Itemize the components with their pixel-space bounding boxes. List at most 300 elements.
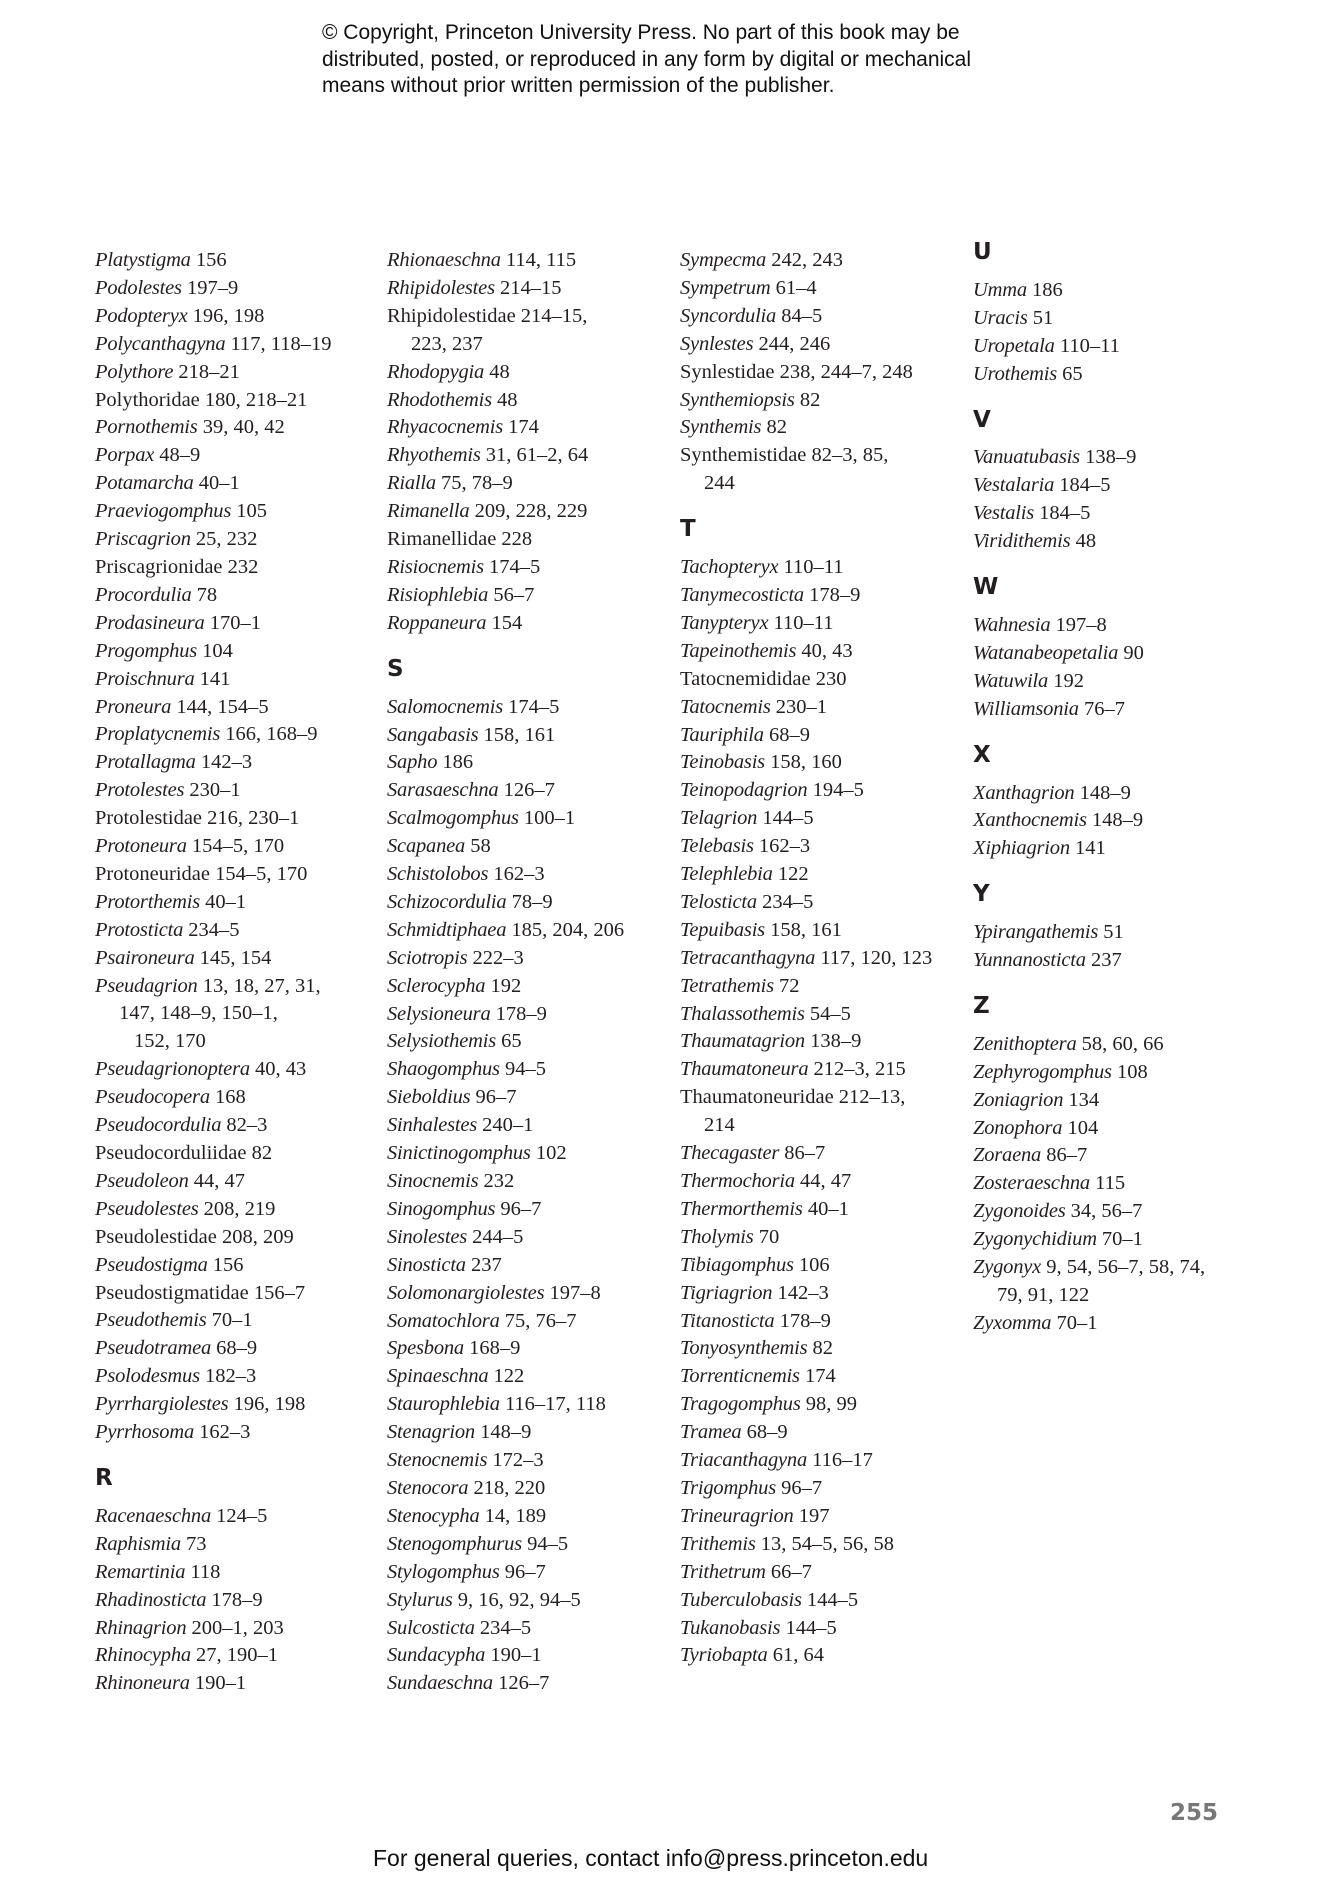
entry-pages: 244–5 [467, 1225, 524, 1248]
index-entry [387, 805, 667, 833]
entry-pages: 174 [799, 1365, 836, 1388]
entry-pages: 162–3 [488, 863, 545, 886]
index-entry [387, 414, 667, 442]
index-entry [95, 1531, 375, 1559]
entry-name: Podopteryx [95, 304, 188, 327]
index-entry [973, 1198, 1253, 1226]
entry-pages: 117, 118–19 [225, 332, 332, 355]
entry-name: Priscagrion [95, 528, 191, 551]
entry-pages: 70–1 [1051, 1311, 1098, 1334]
entry-pages: 9, 54, 56–7, 58, 74, [1041, 1256, 1206, 1279]
entry-text: Synlestidae 238, 244–7, 248 [680, 360, 913, 383]
entry-name: Thecagaster [680, 1142, 780, 1165]
entry-name: Trithemis [680, 1532, 756, 1555]
entry-pages: 14, 189 [479, 1504, 547, 1527]
entry-name: Schmidtiphaea [387, 918, 507, 941]
entry-pages: 110–11 [1054, 334, 1120, 357]
entry-name: Synthemiopsis [680, 388, 795, 411]
entry-name: Yunnanosticta [973, 949, 1086, 972]
entry-name: Praeviogomphus [95, 500, 232, 523]
entry-name: Thermorthemis [680, 1197, 803, 1220]
entry-pages: 158, 161 [764, 918, 842, 941]
index-entry [387, 554, 667, 582]
entry-name: Stylurus [387, 1588, 453, 1611]
entry-name: Spinaeschna [387, 1365, 489, 1388]
index-entry [387, 1475, 667, 1503]
entry-pages: 96–7 [775, 1476, 823, 1499]
index-entry [387, 1112, 667, 1140]
index-entry [387, 387, 667, 415]
entry-name: Scapanea [387, 835, 466, 858]
index-entry [680, 1363, 960, 1391]
entry-name: Pseudothemis [95, 1309, 207, 1332]
entry-text: Thaumatoneuridae 212–13, [680, 1086, 906, 1109]
index-entry [387, 973, 667, 1001]
index-entry [95, 945, 375, 973]
entry-name: Proneura [95, 695, 172, 718]
index-entry [680, 554, 960, 582]
entry-name: Rhinagrion [95, 1616, 187, 1639]
entry-pages: 145, 154 [194, 946, 272, 969]
index-entry [387, 1335, 667, 1363]
index-entry [387, 526, 667, 554]
entry-pages: 218, 220 [468, 1476, 546, 1499]
index-entry [95, 554, 375, 582]
entry-pages: 106 [793, 1253, 830, 1276]
entry-pages: 141 [1069, 837, 1106, 860]
index-entry [973, 305, 1253, 333]
entry-name: Zonophora [973, 1116, 1063, 1139]
entry-name: Sundacypha [387, 1644, 486, 1667]
index-entry [95, 1307, 375, 1335]
entry-pages: 73 [180, 1532, 207, 1555]
index-entry [95, 331, 375, 359]
index-entry [973, 1087, 1253, 1115]
entry-pages: 13, 54–5, 56, 58 [755, 1532, 895, 1555]
entry-name: Xiphiagrion [973, 837, 1070, 860]
entry-name: Pseudotramea [95, 1337, 212, 1360]
entry-continuation: 152, 170 [134, 1030, 206, 1053]
index-entry [680, 442, 960, 470]
index-entry [387, 1308, 667, 1336]
entry-name: Sinolestes [387, 1225, 467, 1248]
entry-name: Thalassothemis [680, 1002, 805, 1025]
entry-pages: 230–1 [184, 779, 241, 802]
entry-name: Pseudagrion [95, 974, 198, 997]
index-entry [95, 1559, 375, 1587]
entry-name: Watanabeopetalia [973, 641, 1119, 664]
entry-name: Roppaneura [387, 611, 487, 634]
entry-pages: 110–11 [778, 556, 844, 579]
entry-pages: 168 [209, 1086, 246, 1109]
entry-pages: 141 [194, 667, 231, 690]
entry-name: Rhodopygia [387, 360, 485, 383]
entry-pages: 237 [1085, 949, 1122, 972]
entry-pages: 196, 198 [228, 1393, 306, 1416]
entry-name: Zygonyx [973, 1256, 1042, 1279]
entry-name: Uracis [973, 306, 1028, 329]
index-entry [95, 1084, 375, 1112]
entry-name: Teinobasis [680, 751, 765, 774]
entry-pages: 75, 78–9 [435, 472, 513, 495]
entry-name: Selysiothemis [387, 1030, 496, 1053]
index-entry [973, 780, 1253, 808]
entry-name: Titanosticta [680, 1309, 775, 1332]
section-heading: Y [973, 881, 990, 908]
entry-pages: 25, 232 [190, 528, 258, 551]
entry-pages: 44, 47 [188, 1169, 246, 1192]
entry-pages: 44, 47 [794, 1170, 852, 1192]
entry-name: Tanymecosticta [680, 583, 804, 606]
index-entry [95, 303, 375, 331]
entry-name: Tyriobapta [680, 1644, 768, 1667]
entry-pages: 98, 99 [800, 1393, 858, 1416]
index-entry [680, 1028, 960, 1056]
index-entry [95, 721, 375, 749]
entry-name: Tuberculobasis [680, 1588, 802, 1611]
entry-pages: 209, 228, 229 [469, 500, 588, 523]
entry-name: Sclerocypha [387, 974, 486, 997]
index-entry [973, 500, 1253, 528]
entry-pages: 144–5 [757, 807, 814, 830]
entry-name: Tholymis [680, 1225, 754, 1248]
entry-name: Zoniagrion [973, 1088, 1064, 1111]
index-entry [973, 612, 1253, 640]
entry-name: Viridithemis [973, 530, 1071, 553]
entry-pages: 27, 190–1 [190, 1644, 279, 1667]
index-entry [387, 498, 667, 526]
entry-name: Tetracanthagyna [680, 946, 816, 969]
index-entry [387, 275, 667, 303]
index-entry [95, 1112, 375, 1140]
entry-name: Rhionaeschna [387, 249, 501, 271]
entry-name: Watuwila [973, 669, 1049, 692]
index-entry [387, 442, 667, 470]
section-heading: R [95, 1464, 113, 1491]
entry-pages: 78 [191, 583, 218, 606]
index-entry [680, 749, 960, 777]
entry-pages: 234–5 [474, 1616, 532, 1639]
entry-name: Protolestes [95, 779, 185, 802]
entry-pages: 144–5 [801, 1588, 859, 1611]
entry-name: Racenaeschna [95, 1504, 211, 1527]
index-entry [387, 777, 667, 805]
entry-name: Rhodothemis [387, 388, 492, 411]
entry-pages: 184–5 [1034, 502, 1091, 525]
entry-name: Sinogomphus [387, 1197, 496, 1220]
entry-name: Sinictinogomphus [387, 1142, 531, 1165]
entry-pages: 48 [484, 360, 510, 383]
entry-name: Synlestes [680, 332, 754, 355]
index-entry [680, 917, 960, 945]
index-entry [95, 275, 375, 303]
entry-continuation: 244 [704, 472, 735, 495]
entry-name: Ypirangathemis [973, 921, 1099, 944]
index-entry [387, 694, 667, 722]
index-entry [973, 277, 1253, 305]
index-entry [973, 1282, 1253, 1310]
index-entry [680, 359, 960, 387]
entry-pages: 96–7 [499, 1560, 546, 1583]
entry-pages: 39, 40, 42 [197, 416, 285, 439]
index-entry [387, 1280, 667, 1308]
entry-pages: 178–9 [803, 583, 861, 606]
entry-name: Zygonoides [973, 1200, 1066, 1223]
entry-pages: 174 [503, 416, 539, 439]
entry-name: Pseudostigma [95, 1253, 208, 1276]
entry-pages: 184–5 [1054, 474, 1111, 497]
index-entry [973, 1170, 1253, 1198]
index-entry [95, 1168, 375, 1196]
entry-name: Thermochoria [680, 1170, 795, 1192]
index-entry [680, 973, 960, 1001]
entry-pages: 126–7 [498, 779, 555, 802]
index-entry [680, 1196, 960, 1224]
index-entry [95, 1252, 375, 1280]
entry-pages: 82–3 [221, 1114, 268, 1137]
copyright-line: distributed, posted, or reproduced in any form by digital or mechanical [322, 47, 972, 71]
entry-pages: 190–1 [189, 1672, 247, 1695]
index-entry [973, 1031, 1253, 1059]
entry-pages: 166, 168–9 [220, 723, 318, 746]
entry-pages: 9, 16, 92, 94–5 [452, 1588, 581, 1611]
index-entry [680, 1112, 960, 1140]
entry-text: Protolestidae 216, 230–1 [95, 807, 300, 830]
entry-name: Stenocnemis [387, 1449, 488, 1472]
index-entry [95, 442, 375, 470]
entry-name: Trineuragrion [680, 1504, 794, 1527]
entry-name: Sulcosticta [387, 1616, 475, 1639]
index-entry [680, 1559, 960, 1587]
entry-name: Rhyothemis [387, 444, 481, 467]
entry-name: Procordulia [95, 583, 192, 606]
index-entry [680, 1140, 960, 1168]
index-entry [680, 414, 960, 442]
index-entry [387, 1084, 667, 1112]
index-entry [95, 1587, 375, 1615]
entry-name: Platystigma [95, 249, 191, 271]
entry-pages: 126–7 [492, 1672, 550, 1695]
index-entry [680, 247, 960, 275]
entry-pages: 68–9 [741, 1421, 788, 1444]
entry-pages: 82 [807, 1337, 834, 1360]
copyright-notice [322, 20, 1042, 100]
entry-name: Schistolobos [387, 863, 489, 886]
entry-pages: 174–5 [503, 695, 560, 718]
entry-pages: 234–5 [183, 918, 240, 941]
entry-pages: 58, 60, 66 [1076, 1032, 1164, 1055]
entry-name: Xanthagrion [973, 781, 1075, 804]
entry-name: Pseudocordulia [95, 1114, 222, 1137]
entry-name: Prodasineura [95, 611, 205, 634]
entry-pages: 116–17, 118 [499, 1393, 606, 1416]
entry-name: Tonyosynthemis [680, 1337, 808, 1360]
entry-pages: 170–1 [204, 611, 261, 634]
entry-name: Sympetrum [680, 276, 771, 299]
index-entry [680, 303, 960, 331]
entry-pages: 110–11 [768, 611, 834, 634]
entry-name: Trithetrum [680, 1560, 766, 1583]
entry-name: Protoneura [95, 835, 187, 858]
entry-pages: 144–5 [780, 1616, 837, 1639]
entry-pages: 65 [496, 1030, 522, 1053]
entry-name: Stenagrion [387, 1421, 475, 1444]
entry-pages: 148–9 [1086, 809, 1144, 832]
index-entry [387, 1670, 667, 1698]
entry-name: Stenocora [387, 1476, 469, 1499]
index-entry [95, 582, 375, 610]
entry-pages: 40–1 [193, 472, 240, 495]
entry-name: Risiocnemis [387, 555, 484, 578]
entry-name: Sangabasis [387, 723, 479, 746]
entry-pages: 196, 198 [187, 304, 265, 327]
entry-name: Solomonargiolestes [387, 1281, 545, 1304]
entry-name: Tragogomphus [680, 1393, 801, 1416]
index-entry [387, 889, 667, 917]
entry-name: Stenogomphurus [387, 1532, 523, 1555]
entry-pages: 56–7 [488, 583, 535, 606]
index-entry [387, 303, 667, 331]
entry-name: Zygonychidium [973, 1228, 1097, 1251]
entry-continuation: 214 [704, 1114, 735, 1137]
entry-pages: 68–9 [211, 1337, 258, 1360]
entry-name: Stenocypha [387, 1504, 480, 1527]
entry-pages: 244, 246 [753, 332, 831, 355]
entry-pages: 237 [465, 1253, 502, 1276]
index-entry [95, 1196, 375, 1224]
index-entry [680, 1615, 960, 1643]
entry-name: Torrenticnemis [680, 1365, 800, 1388]
index-entry [387, 1056, 667, 1084]
entry-name: Schizocordulia [387, 890, 507, 913]
section-heading: Z [973, 992, 990, 1019]
entry-name: Uropetala [973, 334, 1055, 357]
index-entry [387, 359, 667, 387]
entry-text: Protoneuridae 154–5, 170 [95, 862, 308, 885]
entry-name: Teinopodagrion [680, 779, 808, 802]
entry-pages: 185, 204, 206 [506, 918, 625, 941]
entry-pages: 190–1 [485, 1644, 542, 1667]
index-column-2 [387, 247, 667, 1698]
index-entry [387, 610, 667, 638]
entry-name: Zenithoptera [973, 1032, 1077, 1055]
entry-pages: 100–1 [518, 807, 576, 830]
entry-name: Telebasis [680, 835, 754, 858]
entry-pages: 118 [185, 1560, 221, 1583]
entry-pages: 105 [231, 500, 268, 523]
entry-name: Tibiagomphus [680, 1253, 794, 1276]
entry-name: Tramea [680, 1421, 742, 1444]
entry-pages: 148–9 [1074, 781, 1131, 804]
entry-name: Tepuibasis [680, 918, 765, 941]
entry-pages: 115 [1089, 1172, 1126, 1195]
entry-pages: 31, 61–2, 64 [480, 444, 589, 467]
entry-name: Sinhalestes [387, 1114, 478, 1137]
entry-pages: 70–1 [206, 1309, 253, 1332]
index-entry [95, 1503, 375, 1531]
entry-pages: 186 [437, 751, 474, 774]
entry-pages: 65 [1057, 362, 1083, 385]
entry-name: Syncordulia [680, 304, 777, 327]
entry-pages: 197 [793, 1504, 830, 1527]
entry-pages: 40, 43 [249, 1058, 307, 1081]
entry-pages: 66–7 [765, 1560, 812, 1583]
index-entry [973, 1142, 1253, 1170]
entry-name: Porpax [95, 444, 155, 467]
index-entry [973, 472, 1253, 500]
entry-pages: 104 [1062, 1116, 1099, 1139]
entry-name: Rialla [387, 472, 436, 495]
entry-pages: 230–1 [770, 695, 828, 718]
entry-pages: 82 [761, 416, 787, 439]
index-column-1 [95, 247, 375, 1698]
entry-pages: 232 [478, 1170, 515, 1192]
entry-pages: 51 [1098, 921, 1124, 944]
entry-pages: 218–21 [173, 360, 240, 383]
index-column-4 [973, 239, 1253, 1338]
entry-name: Wahnesia [973, 613, 1051, 636]
index-entry [95, 666, 375, 694]
index-column-3 [680, 247, 960, 1670]
index-entry [680, 1447, 960, 1475]
entry-pages: 68–9 [763, 723, 810, 746]
index-entry [387, 749, 667, 777]
entry-name: Scalmogomphus [387, 807, 519, 830]
entry-pages: 194–5 [807, 779, 864, 802]
entry-name: Synthemis [680, 416, 762, 439]
entry-name: Vanuatubasis [973, 446, 1080, 469]
index-entry [973, 1254, 1253, 1282]
entry-pages: 122 [488, 1365, 525, 1388]
entry-name: Tanypteryx [680, 611, 769, 634]
entry-name: Urothemis [973, 362, 1057, 385]
entry-pages: 208, 219 [198, 1197, 276, 1220]
index-entry [680, 638, 960, 666]
index-entry [680, 777, 960, 805]
entry-pages: 40–1 [200, 890, 247, 913]
entry-name: Tetrathemis [680, 974, 774, 997]
entry-name: Protosticta [95, 918, 184, 941]
entry-pages: 48 [491, 388, 518, 411]
entry-pages: 72 [773, 974, 800, 997]
entry-pages: 172–3 [487, 1449, 544, 1472]
entry-pages: 70 [753, 1225, 780, 1248]
index-entry [680, 1335, 960, 1363]
entry-pages: 75, 76–7 [499, 1309, 577, 1332]
entry-pages: 76–7 [1078, 697, 1125, 720]
section-heading: T [680, 516, 696, 543]
entry-name: Rhinoneura [95, 1672, 190, 1695]
entry-pages: 116–17 [807, 1449, 873, 1472]
entry-name: Stylogomphus [387, 1560, 500, 1583]
entry-name: Protallagma [95, 751, 196, 774]
index-entry [680, 805, 960, 833]
entry-pages: 138–9 [1079, 446, 1137, 469]
index-entry [95, 749, 375, 777]
index-entry [387, 1503, 667, 1531]
index-entry [387, 1363, 667, 1391]
index-entry [973, 696, 1253, 724]
index-entry [95, 470, 375, 498]
entry-name: Thaumatagrion [680, 1030, 805, 1053]
index-entry [680, 1503, 960, 1531]
index-entry [95, 1615, 375, 1643]
entry-pages: 186 [1026, 278, 1063, 301]
entry-pages: 34, 56–7 [1065, 1200, 1143, 1223]
entry-pages: 104 [197, 639, 233, 662]
index-entry [680, 275, 960, 303]
entry-name: Remartinia [95, 1560, 186, 1583]
